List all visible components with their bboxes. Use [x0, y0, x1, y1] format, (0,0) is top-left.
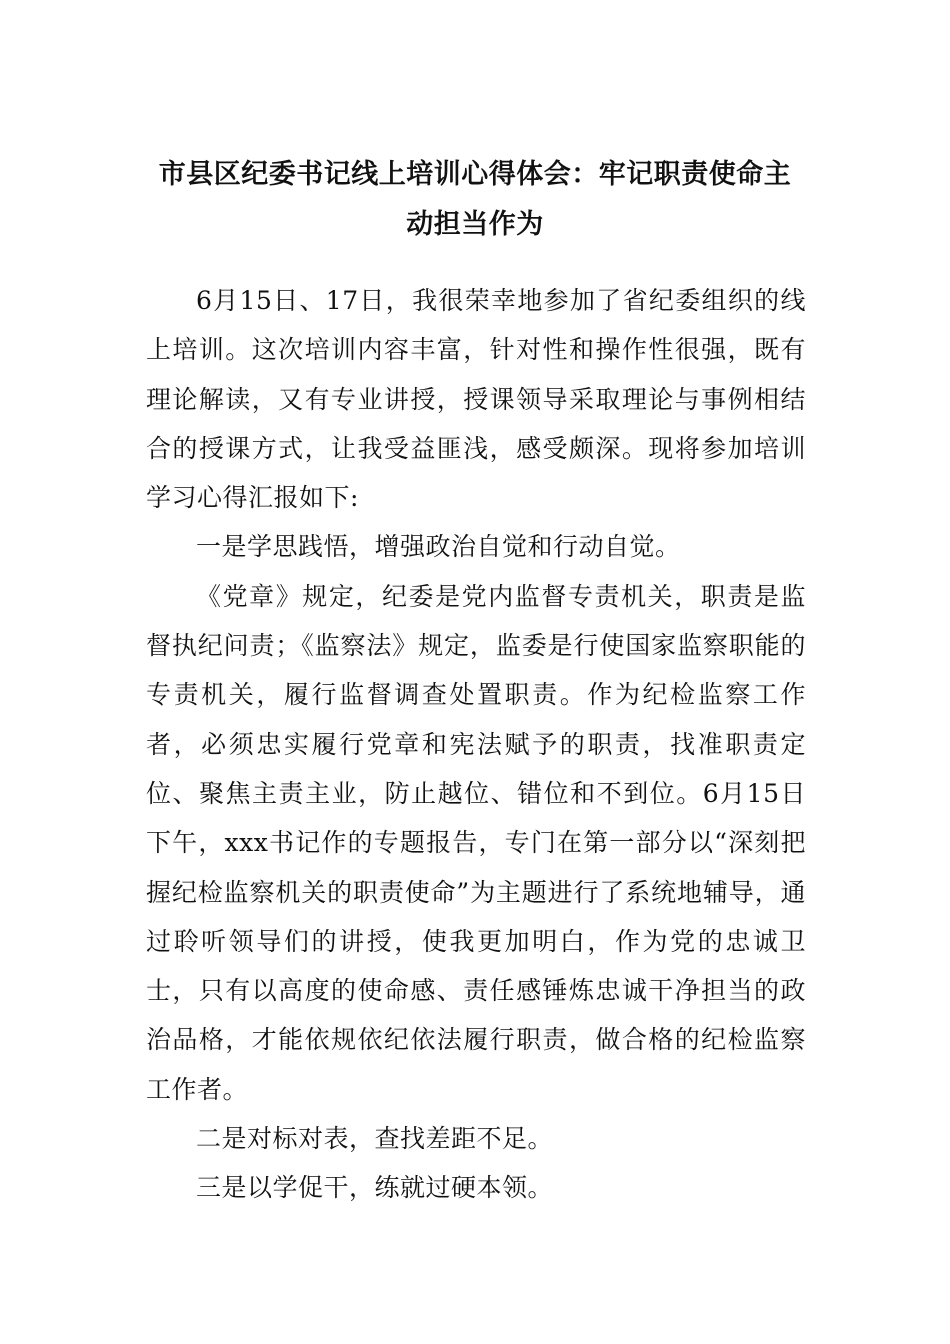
intro-paragraph: 6月15日、17日，我很荣幸地参加了省纪委组织的线上培训。这次培训内容丰富，针对性和操作性很强，既有理论解读，又有专业讲授，授课领导采取理论与事例相结合的授课方式，让我受益匪浅，感受颇深。现将参加培训学习心得汇报如下:	[146, 286, 806, 513]
document-body	[146, 276, 806, 1213]
document-title: 市县区纪委书记线上培训心得体会：牢记职责使命主动担当作为	[158, 159, 792, 240]
section-heading-1: 一是学思践悟，增强政治自觉和行动自觉。	[196, 532, 681, 562]
section-heading-2: 二是对标对表，查找差距不足。	[196, 1124, 554, 1154]
section-body-1: 《党章》规定，纪委是党内监督专责机关，职责是监督执纪问责；《监察法》规定，监委是行使国家监察职能的专责机关，履行监督调查处置职责。作为纪检监察工作者，必须忠实履行党章和宪法赋予的职责，找准职责定位、聚焦主责主业，防止越位、错位和不到位。6月15日下午，xxx书记作的专题报告，专门在第一部分以“深刻把握纪检监察机关的职责使命”为主题进行了系统地辅导，通过聆听领导们的讲授，使我更加明白，作为党的忠诚卫士，只有以高度的使命感、责任感锤炼忠诚干净担当的政治品格，才能依规依纪依法履行职责，做合格的纪检监察工作者。	[146, 581, 806, 1104]
section-heading-3: 三是以学促干，练就过硬本领。	[196, 1173, 554, 1203]
